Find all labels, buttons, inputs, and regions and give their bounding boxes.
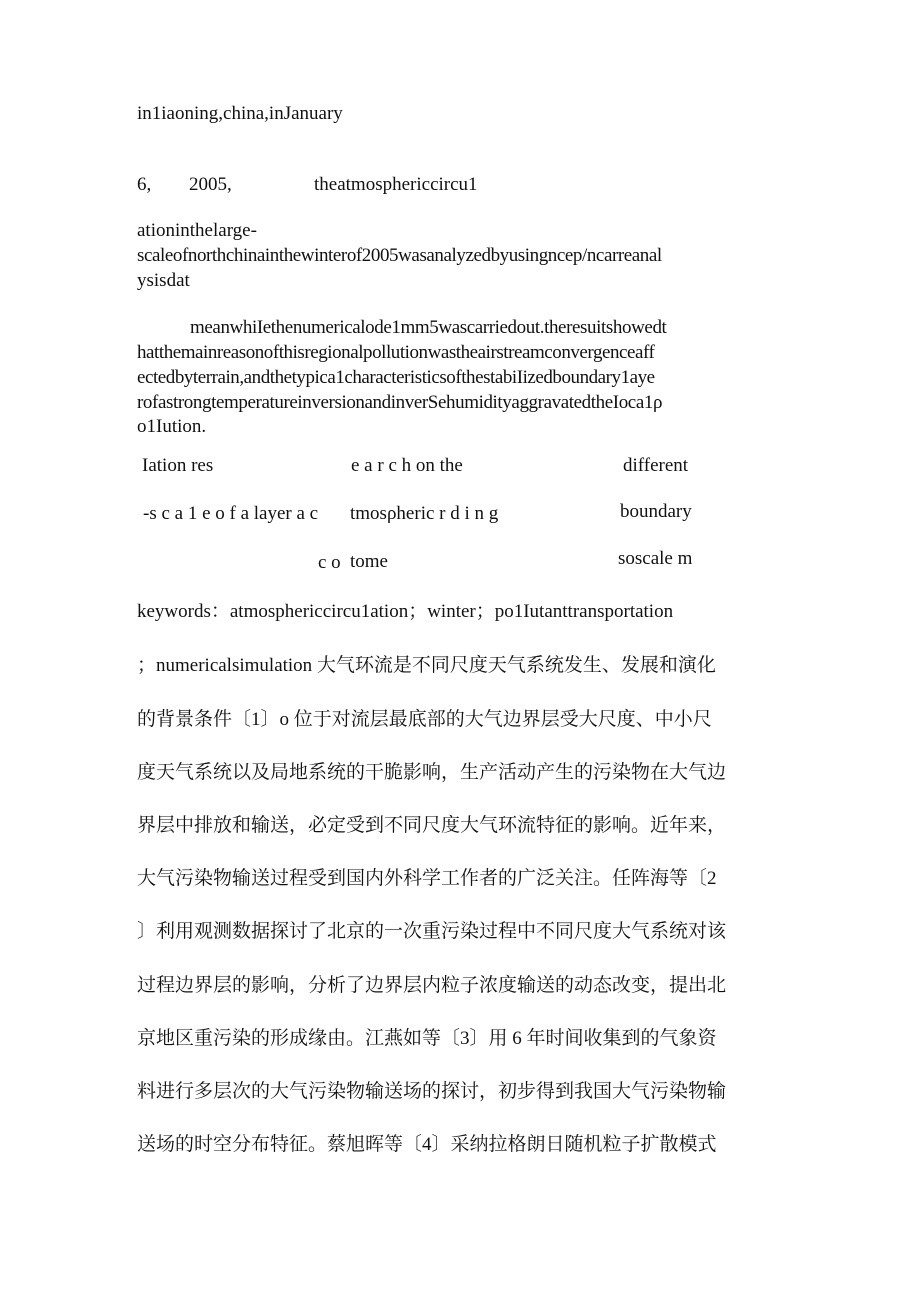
abstract-line-4: scaleofnorthchinainthewinterof2005wasanalyzedbyusingncep/ncarreanal bbox=[137, 245, 662, 266]
abstract-date-day: 6, bbox=[137, 174, 152, 195]
keywords-line-1: keywords：atmosphericcircu1ation；winter；po1Iutanttransportation bbox=[137, 601, 674, 622]
scrambled-row3-a: c o bbox=[318, 552, 341, 573]
body-line-8: 料进行多层次的大气污染物输送场的探讨，初步得到我国大气污染物输 bbox=[137, 1081, 727, 1102]
body-line-1: 的背景条件〔1〕o 位于对流层最底部的大气边界层受大尺度、中小尺 bbox=[137, 709, 712, 730]
abstract-para2-line-5: o1Iution. bbox=[137, 416, 207, 437]
scrambled-row1-b: e a r c h on the bbox=[351, 455, 463, 476]
body-line-4: 大气污染物输送过程受到国内外科学工作者的广泛关注。任阵海等〔2 bbox=[137, 868, 717, 889]
abstract-date-rest: theatmosphericcircu1 bbox=[314, 174, 478, 195]
keywords-line-2: ；numericalsimulation 大气环流是不同尺度天气系统发生、发展和演化 bbox=[137, 655, 716, 676]
abstract-date-year: 2005, bbox=[189, 174, 232, 195]
body-line-3: 界层中排放和输送，必定受到不同尺度大气环流特征的影响。近年来， bbox=[137, 815, 727, 836]
scrambled-row3-b: tome bbox=[350, 551, 388, 572]
scrambled-row2-a: -s c a 1 e o f a layer a c bbox=[143, 503, 319, 524]
abstract-line-1: in1iaoning,china,inJanuary bbox=[137, 103, 343, 124]
body-line-7: 京地区重污染的形成缘由。江燕如等〔3〕用 6 年时间收集到的气象资 bbox=[137, 1028, 717, 1049]
scrambled-row2-b: tmosρheric r d i n g bbox=[350, 503, 499, 524]
body-line-5: 〕利用观测数据探讨了北京的一次重污染过程中不同尺度大气系统对该 bbox=[137, 921, 727, 942]
scrambled-row2-c: boundary bbox=[620, 501, 692, 522]
abstract-line-3: ationinthelarge- bbox=[137, 220, 257, 241]
abstract-line-5: ysisdat bbox=[137, 270, 190, 291]
abstract-para2-line-1: meanwhiIethenumericalode1mm5wascarriedout.theresuitshowedt bbox=[190, 317, 667, 338]
scrambled-row1-a: Iation res bbox=[142, 455, 214, 476]
scrambled-row1-c: different bbox=[623, 455, 689, 476]
abstract-para2-line-4: rofastrongtemperatureinversionandinverSehumidityaggravatedtheIoca1ρ bbox=[137, 392, 663, 413]
scrambled-row3-c: soscale m bbox=[618, 548, 693, 569]
body-line-6: 过程边界层的影响，分析了边界层内粒子浓度输送的动态改变，提出北 bbox=[137, 975, 727, 996]
abstract-para2-line-3: ectedbyterrain,andthetypica1characteristicsofthestabiIizedboundary1aye bbox=[137, 367, 655, 388]
body-line-9: 送场的时空分布特征。蔡旭晖等〔4〕采纳拉格朗日随机粒子扩散模式 bbox=[137, 1134, 717, 1155]
body-line-2: 度天气系统以及局地系统的干脆影响，生产活动产生的污染物在大气边 bbox=[137, 762, 727, 783]
abstract-para2-line-2: hatthemainreasonofthisregionalpollutionwastheairstreamconvergenceaff bbox=[137, 342, 655, 363]
